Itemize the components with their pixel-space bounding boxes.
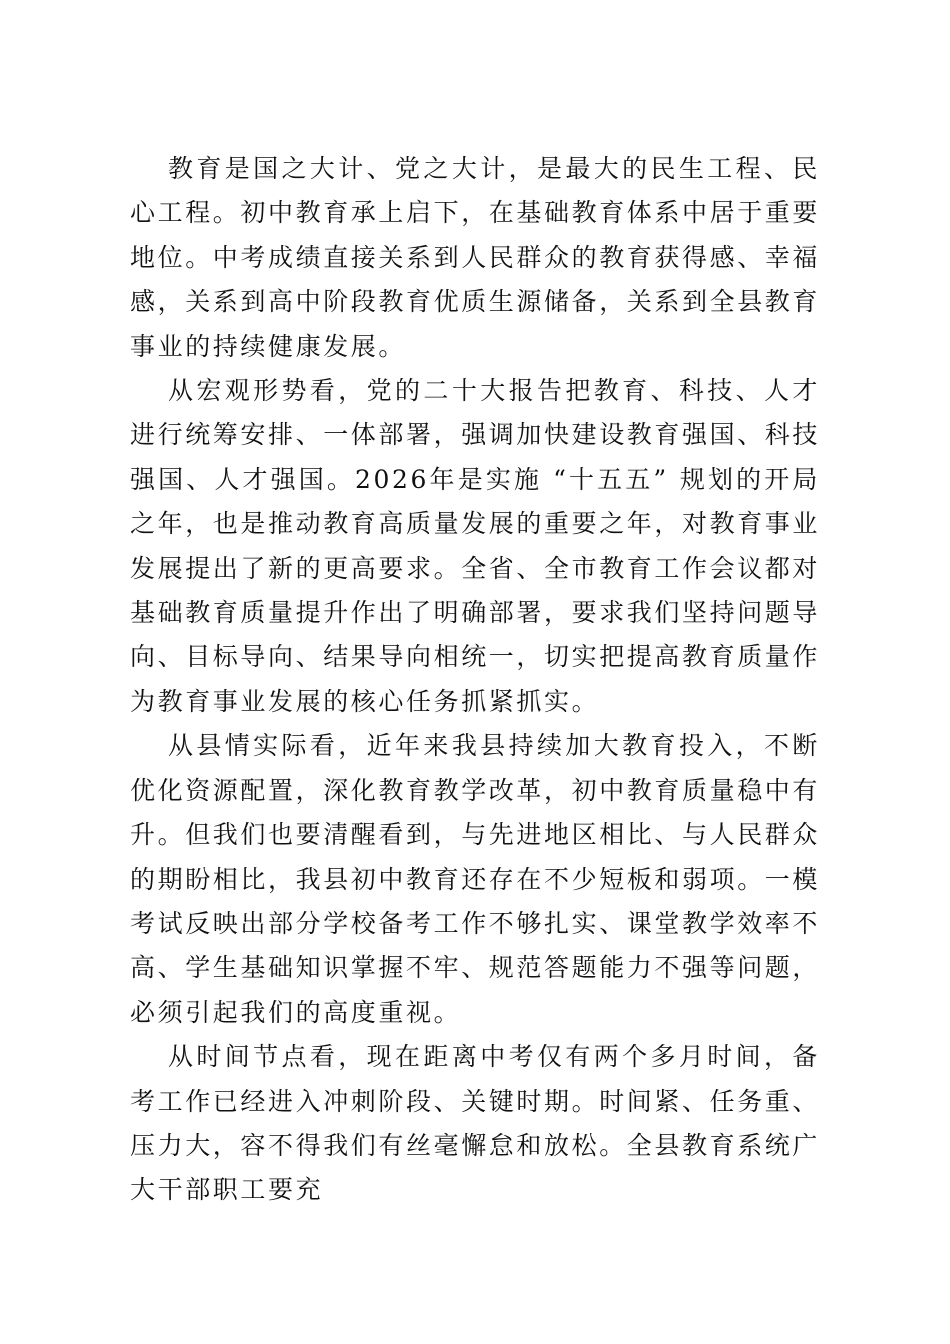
paragraph-macro-situation: 从宏观形势看，党的二十大报告把教育、科技、人才进行统筹安排、一体部署，强调加快建设教育强国、科技强国、人才强国。2026年是实施 “十五五” 规划的开局之年，也是推动教育高质量发展的重要之年，对教育事业发展提出了新的更高要求。全省、全市教育工作会议都对基础教育质量提升作出了明确部署，要求我们坚持问题导向、目标导向、结果导向相统一，切实把提高教育质量作为教育事业发展的核心任务抓紧抓实。 bbox=[130, 376, 821, 716]
paragraph-time-node: 从时间节点看，现在距离中考仅有两个多月时间，备考工作已经进入冲刺阶段、关键时期。时间紧、任务重、压力大，容不得我们有丝毫懈怠和放松。全县教育系统广大干部职工要充 bbox=[130, 1042, 821, 1205]
document-body bbox=[130, 147, 820, 1213]
paragraph-county-situation: 从县情实际看，近年来我县持续加大教育投入，不断优化资源配置，深化教育教学改革，初中教育质量稳中有升。但我们也要清醒看到，与先进地区相比、与人民群众的期盼相比，我县初中教育还存在不少短板和弱项。一模考试反映出部分学校备考工作不够扎实、课堂教学效率不高、学生基础知识掌握不牢、规范答题能力不强等问题，必须引起我们的高度重视。 bbox=[130, 731, 821, 1027]
paragraph-intro: 教育是国之大计、党之大计，是最大的民生工程、民心工程。初中教育承上启下，在基础教育体系中居于重要地位。中考成绩直接关系到人民群众的教育获得感、幸福感，关系到高中阶段教育优质生源储备，关系到全县教育事业的持续健康发展。 bbox=[130, 154, 821, 361]
